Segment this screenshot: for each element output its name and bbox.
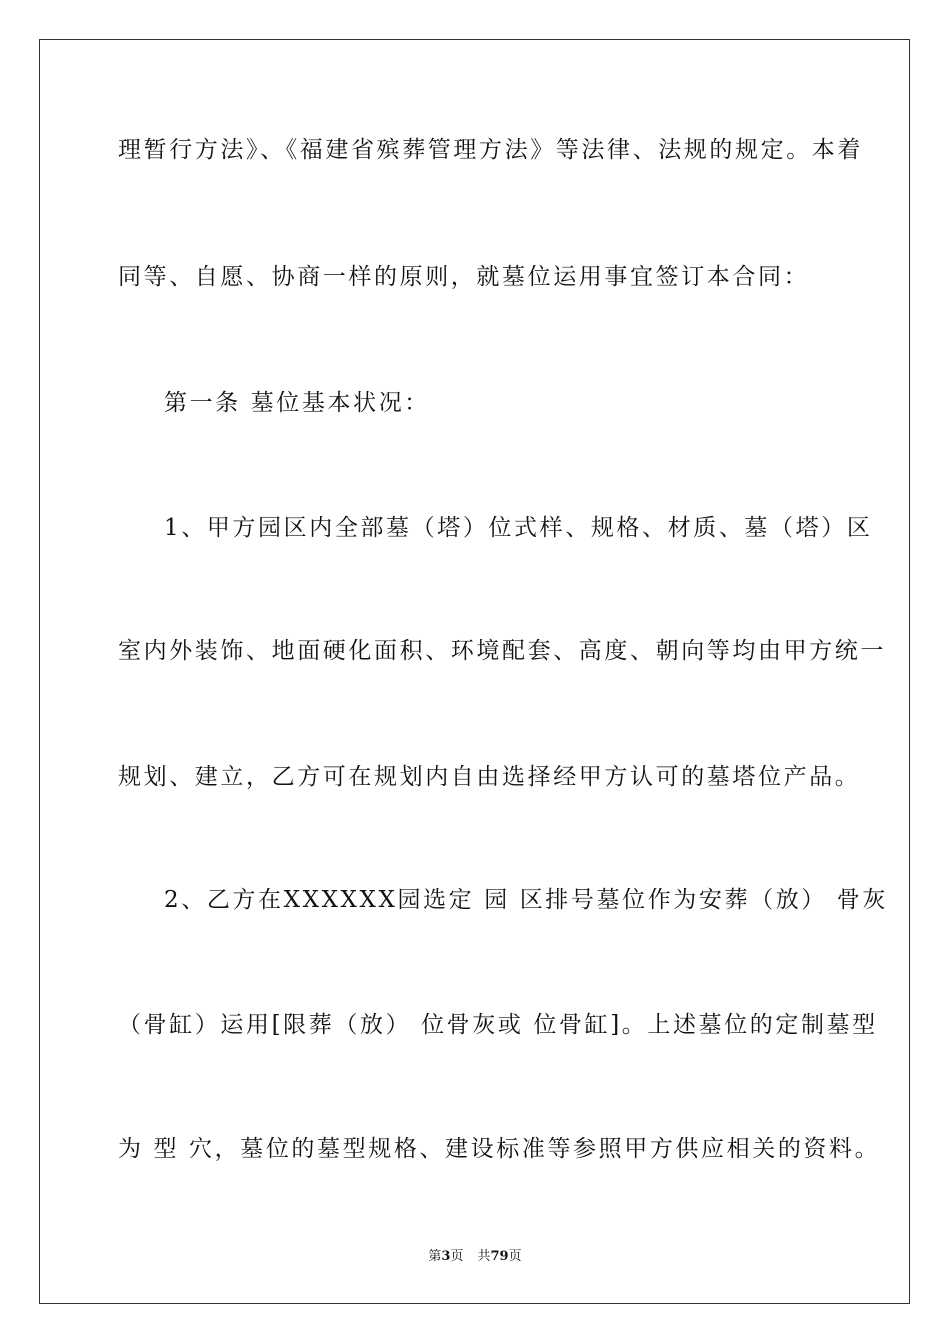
- body-line-1: 理暂行方法》、《福建省殡葬管理方法》等法律、法规的规定。本着: [118, 137, 863, 163]
- page-number: 3: [441, 1249, 451, 1264]
- body-line-8: （骨缸）运用[限葬（放） 位骨灰或 位骨缸]。上述墓位的定制墓型: [118, 1012, 878, 1038]
- page-prefix: 第: [428, 1249, 442, 1264]
- page-footer: [0, 1248, 950, 1266]
- total-suffix: 页: [508, 1249, 522, 1264]
- total-pages: 79: [490, 1249, 509, 1264]
- body-line-4: 1、甲方园区内全部墓（塔）位式样、规格、材质、墓（塔）区: [164, 515, 873, 541]
- body-line-6: 规划、建立，乙方可在规划内自由选择经甲方认可的墓塔位产品。: [118, 764, 861, 790]
- body-line-2: 同等、自愿、协商一样的原则，就墓位运用事宜签订本合同：: [118, 264, 810, 290]
- total-prefix: 共: [477, 1249, 491, 1264]
- body-line-5: 室内外装饰、地面硬化面积、环境配套、高度、朝向等均由甲方统一: [118, 638, 886, 664]
- page-border: [39, 39, 910, 1304]
- body-line-9: 为 型 穴，墓位的墓型规格、建设标准等参照甲方供应相关的资料。: [118, 1136, 881, 1162]
- body-line-7: 2、乙方在XXXXXX园选定 园 区排号墓位作为安葬（放） 骨灰: [164, 887, 889, 913]
- page-suffix: 页: [450, 1249, 464, 1264]
- section-heading-article-1: 第一条 墓位基本状况：: [164, 390, 430, 416]
